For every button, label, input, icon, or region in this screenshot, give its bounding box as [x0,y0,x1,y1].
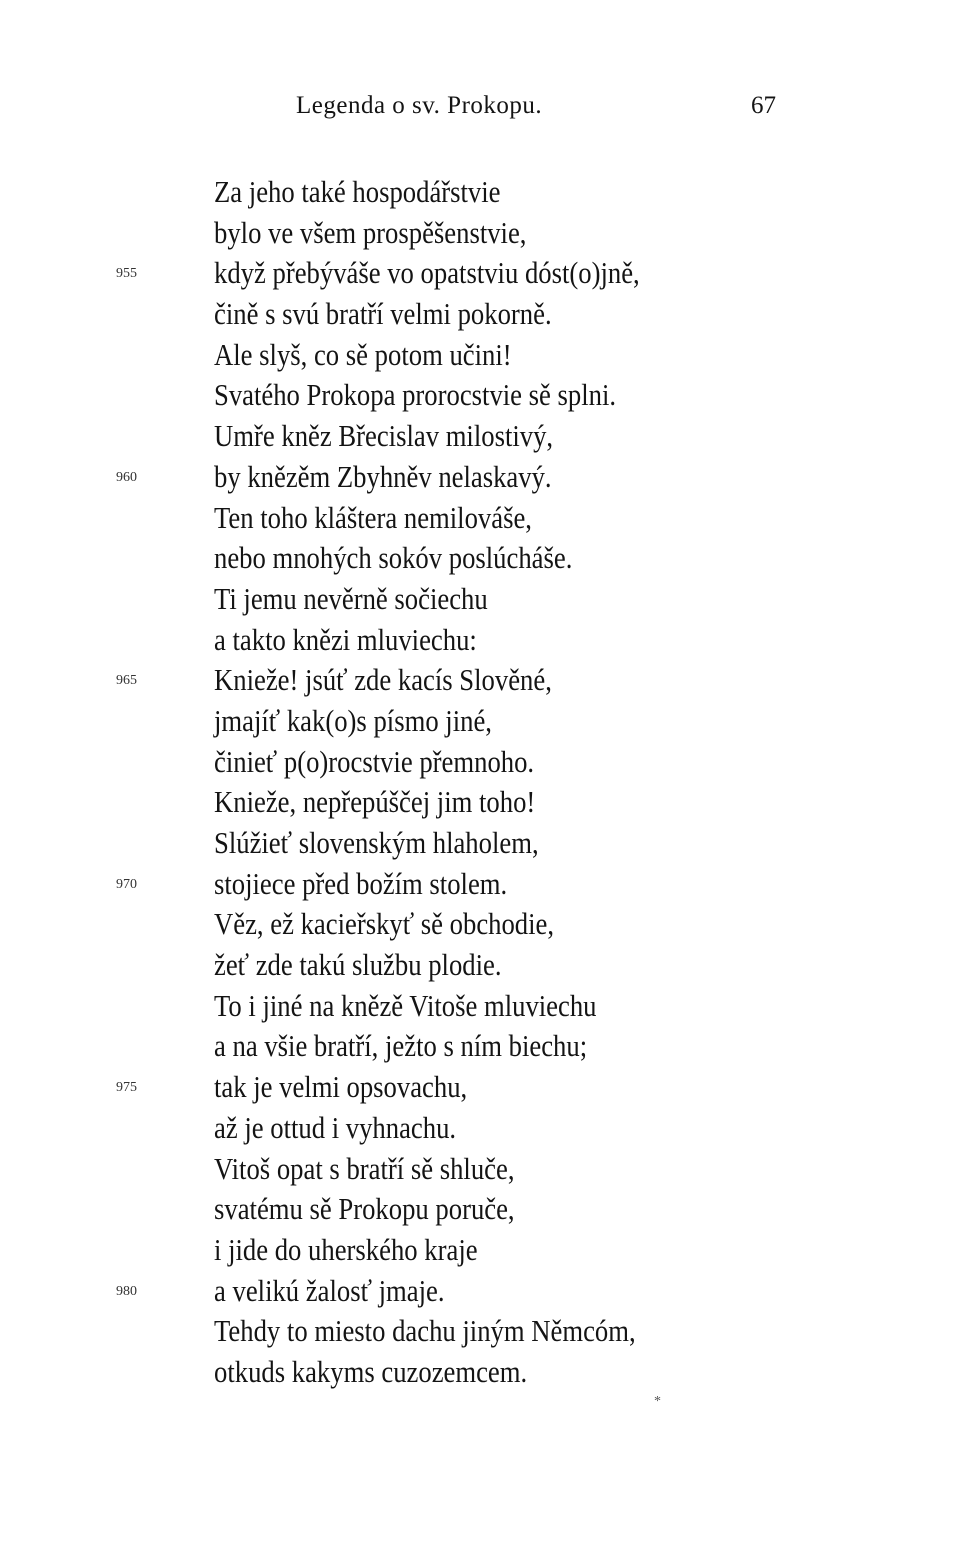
verse-line: žeť zde takú službu plodie. [214,947,502,983]
verse-line: činieť p(o)rocstvie přemnoho. [214,743,535,779]
verse-line: Umře kněz Břecislav milostivý, [214,418,554,454]
verse-line: Knieže, nepřepúščej jim toho! [214,784,536,820]
verse-block [214,172,914,1393]
verse-line: bylo ve všem prospěšenstvie, [214,214,527,250]
verse-line: Ti jemu nevěrně sočiechu [214,580,488,616]
verse-line: a velikú žalosť jmaje. [214,1272,445,1308]
page-number: 67 [751,92,776,119]
line-number: 975 [116,1080,137,1096]
verse-line: Za jeho také hospodářstvie [214,174,501,209]
verse-line: Svatého Prokopa prorocstvie sě splni. [214,377,617,413]
verse-line: Knieže! jsúť zde kacís Slověné, [214,662,552,698]
verse-line: Ten toho kláštera nemilováše, [214,499,532,535]
line-number: 960 [116,469,137,485]
end-mark: * [654,1394,661,1409]
line-number: 965 [116,673,137,689]
verse-line: Tehdy to miesto dachu jiným Němcóm, [214,1313,636,1349]
verse-line: když přebýváše vo opatstviu dóst(o)jně, [214,255,640,291]
line-number: 970 [116,876,137,892]
verse-line: i jide do uherského kraje [214,1231,478,1267]
verse-line: Věz, ež kacieřskyť sě obchodie, [214,906,555,942]
verse-line: čině s svú bratří velmi pokorně. [214,296,552,332]
verse-line: a na všie bratří, ježto s ním biechu; [214,1028,588,1064]
verse-line: Vitoš opat s bratří sě shluče, [214,1150,515,1186]
verse-line: svatému sě Prokopu poruče, [214,1191,515,1227]
verse-line: Ale slyš, co sě potom učini! [214,336,512,372]
verse-line: a takto knězi mluviechu: [214,621,477,657]
verse-line: až je ottud i vyhnachu. [214,1109,457,1145]
verse-line: To i jiné na knězě Vitoše mluviechu [214,987,597,1023]
verse-line: jmajíť kak(o)s písmo jiné, [214,702,492,738]
running-title: Legenda o sv. Prokopu. [296,92,543,119]
verse-line: otkuds kakyms cuzozemcem. [214,1353,528,1389]
verse-line: Slúžieť slovenským hlaholem, [214,825,539,860]
line-number: 955 [116,266,137,282]
verse-line: nebo mnohých sokóv poslúcháše. [214,540,573,576]
line-number: 980 [116,1283,137,1299]
verse-line: tak je velmi opsovachu, [214,1069,468,1105]
verse-line: by knězěm Zbyhněv nelaskavý. [214,458,552,494]
verse-line: stojiece před božím stolem. [214,865,508,901]
